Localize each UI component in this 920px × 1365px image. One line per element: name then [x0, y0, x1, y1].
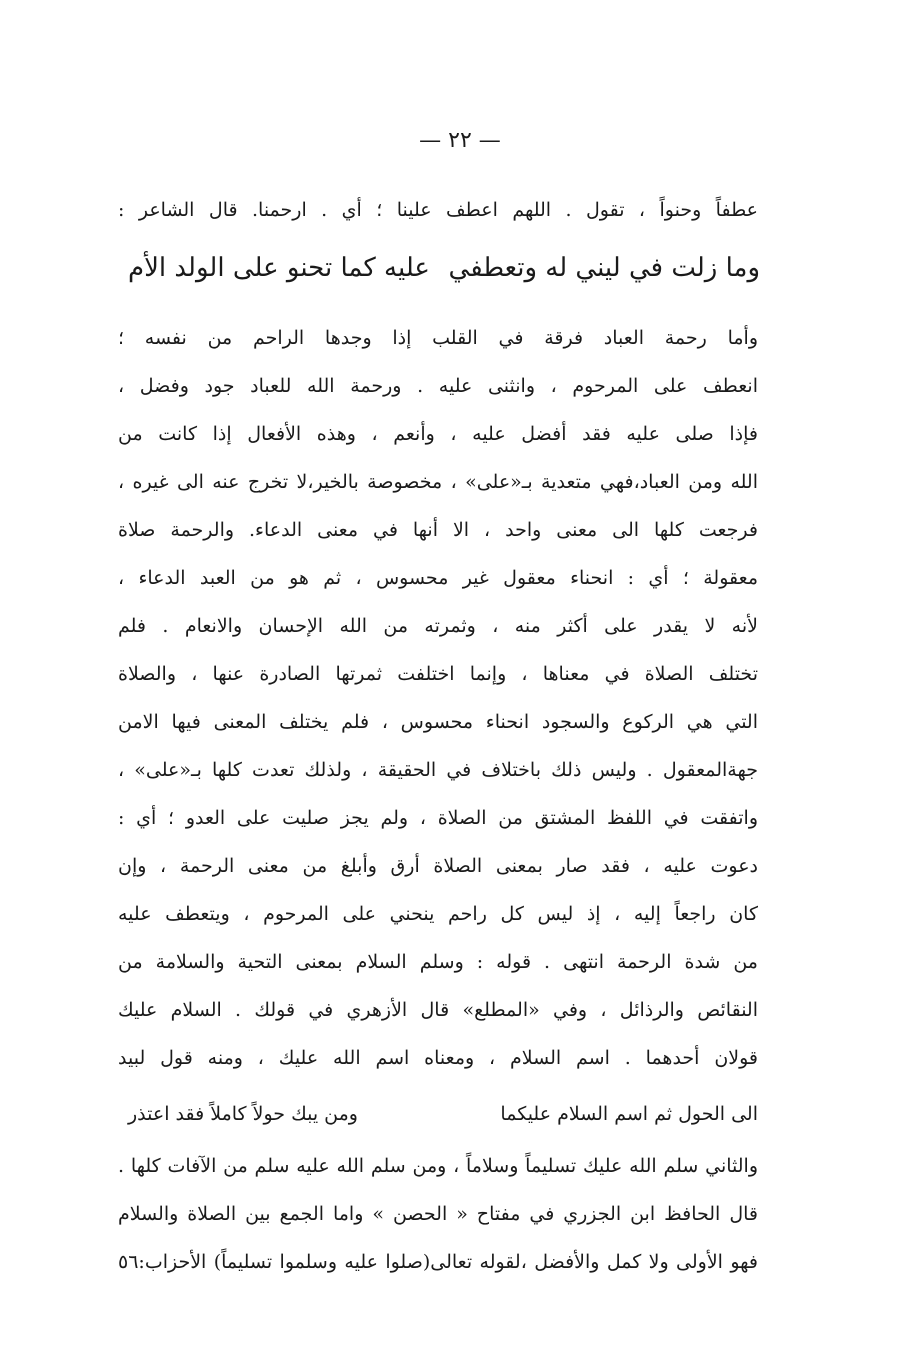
page-number: — ٢٢ — — [419, 128, 501, 153]
body-line: معقولة ؛ أي : انحناء معقول غير محسوس ، ثم هو من العبد الدعاء ، — [118, 567, 758, 589]
body-line: قولان أحدهما . اسم السلام ، ومعناه اسم الله عليك ، ومنه قول لبيد — [118, 1047, 758, 1069]
body-line: انعطف على المرحوم ، وانثنى عليه . ورحمة الله للعباد جود وفضل ، — [118, 375, 758, 397]
body-line: الله ومن العباد،فهي متعدية بـ«على» ، مخصوصة بالخير،لا تخرج عنه الى غيره ، — [118, 471, 758, 493]
poem-verse — [128, 1094, 758, 1134]
verse-couplet — [128, 240, 760, 296]
body-line: فرجعت كلها الى معنى واحد ، الا أنها في معنى الدعاء. والرحمة صلاة — [118, 519, 758, 541]
body-line: النقائص والرذائل ، وفي «المطلع» قال الأزهري في قولك . السلام عليك — [118, 999, 758, 1021]
body-line: من شدة الرحمة انتهى . قوله : وسلم السلام بمعنى التحية والسلامة من — [118, 951, 758, 973]
poem-hemistich-left: ومن يبك حولاً كاملاً فقد اعتذر — [128, 1103, 358, 1125]
body-line: التي هي الركوع والسجود انحناء محسوس ، فلم يختلف المعنى فيها الامن — [118, 711, 758, 733]
closing-line: قال الحافظ ابن الجزري في مفتاح « الحصن » واما الجمع بين الصلاة والسلام — [118, 1203, 758, 1225]
body-line: تختلف الصلاة في معناها ، وإنما اختلفت ثمرتها الصادرة عنها ، والصلاة — [118, 663, 758, 685]
closing-line: والثاني سلم الله عليك تسليماً وسلاماً ، ومن سلم الله عليه سلم من الآفات كلها . — [118, 1155, 758, 1177]
body-line: وأما رحمة العباد فرقة في القلب إذا وجدها الراحم من نفسه ؛ — [118, 327, 758, 349]
body-line: جهةالمعقول . وليس ذلك باختلاف في الحقيقة ، ولذلك تعدت كلها بـ«على» ، — [118, 759, 758, 781]
body-line: واتفقت في اللفظ المشتق من الصلاة ، ولم يجز صليت على العدو ؛ أي : — [118, 807, 758, 829]
verse-hemistich-left: عليه كما تحنو على الولد الأم — [128, 253, 430, 283]
closing-line: فهو الأولى ولا كمل والأفضل ،لقوله تعالى(صلوا عليه وسلموا تسليماً) الأحزاب:٥٦ — [118, 1251, 758, 1273]
intro-paragraph — [118, 186, 758, 234]
body-line: لأنه لا يقدر على أكثر منه ، وثمرته من الله الإحسان والانعام . فلم — [118, 615, 758, 637]
body-line: كان راجعاً إليه ، إذ ليس كل راحم ينحني على المرحوم ، ويتعطف عليه — [118, 903, 758, 925]
body-line: دعوت عليه ، فقد صار بمعنى الصلاة أرق وأبلغ من معنى الرحمة ، وإن — [118, 855, 758, 877]
intro-line: عطفاً وحنواً ، تقول . اللهم اعطف علينا ؛ أي . ارحمنا. قال الشاعر : — [118, 199, 758, 221]
verse-hemistich-right: وما زلت في ليني له وتعطفي — [448, 253, 760, 283]
body-line: فإذا صلى عليه فقد أفضل عليه ، وأنعم ، وهذه الأفعال إذا كانت من — [118, 423, 758, 445]
closing-paragraph — [118, 1142, 758, 1286]
poem-hemistich-right: الى الحول ثم اسم السلام عليكما — [500, 1103, 758, 1125]
body-paragraph — [118, 314, 758, 1082]
